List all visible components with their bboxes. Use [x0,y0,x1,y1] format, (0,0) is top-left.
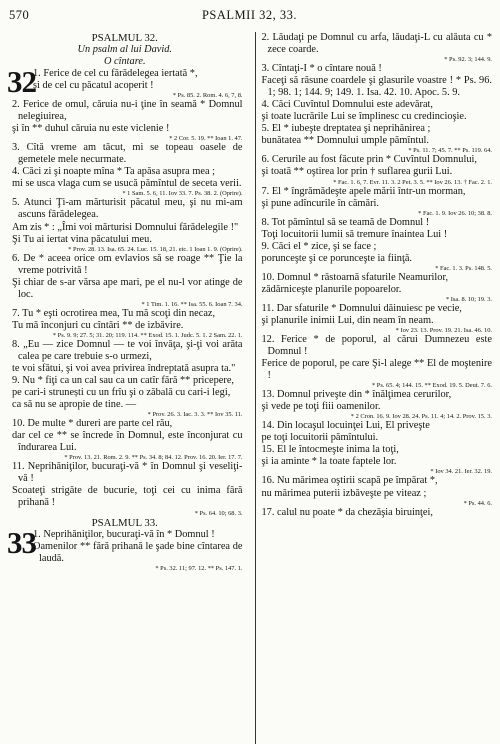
verse-line: Faceţi să răsune coardele şi glasurile voastre ! * Ps. 96. 1; 98. 1; 144. 9; 149. 1. Isa. 42. 10. Apoc. 5. 9. [261,75,492,99]
verse-line: şi ia aminte * la toate faptele lor. [261,456,397,468]
verse-line: şi pune adîncurile în cămări. [261,197,379,209]
verse-line: Oamenilor ** fără prihană le şade bine cîntarea de laudă. [33,540,243,564]
chapter-number: 33 [7,524,36,560]
right-verses [257,32,493,519]
column-divider [255,32,256,744]
cross-reference: * Ps. 64. 10; 68. 3. [194,509,243,517]
cross-reference: * Iov 23. 13. Prov. 19. 21. Isa. 46. 10. [395,326,492,334]
verse-line: 4. Căci Cuvîntul Domnului este adevărat, [261,99,433,111]
verse-block [7,64,243,517]
verse-line: mi se usca vlaga cum se usucă pămîntul de seceta verii. [12,178,242,190]
verse-line: 3. Cîtă vreme am tăcut, mi se topeau oasele de gemetele mele necurmate. [12,142,243,166]
verse-line: Ferice de poporul, pe care Şi-l alege ** El de moştenire ! [261,358,492,382]
psalm-heading: PSALMUL 32. [91,32,158,44]
cross-reference: * 2 Cor. 5. 19. ** Ioan 1. 47. [169,135,243,143]
cross-reference: * Ps. 11. 7; 45. 7. ** Ps. 119. 64. [408,147,492,155]
verse-line: 16. Nu mărimea oştirii scapă pe împărat *, [261,475,438,487]
verse-line: 2. Ferice de omul, căruia nu-i ţine în seamă * Domnul nelegiuirea, [12,99,243,123]
verse-line: 10. De multe * dureri are parte cel rău, [12,418,173,430]
verse-line: 4. Căci zi şi noapte mîna * Ta apăsa asupra mea ; [12,166,216,178]
verse-line: 9. Nu * fiţi ca un cal sau ca un catîr fără ** pricepere, [12,375,234,387]
verse-line: ca să nu se apropie de tine. — [12,399,137,411]
cross-reference: * Prov. 28. 13. Isa. 65. 24. Luc. 15. 18, 21. etc. 1 Ioan 1. 9. (Oprire). [68,245,243,253]
verse-line: 7. Tu * eşti ocrotirea mea, Tu mă scoţi din necaz, [12,307,216,319]
cross-reference: * Iov 34. 21. Ier. 32. 19. [430,468,492,476]
verse-line: 13. Domnul priveşte din * înălţimea cerurilor, [261,389,452,401]
cross-reference: * Ps. 44. 6. [463,499,492,507]
cross-reference: * Fac. 1. 3. Ps. 148. 5. [435,264,492,272]
verse-line: şi de cel cu păcatul acoperit ! [33,80,154,92]
verse-line: 7. El * îngrămădeşte apele mării într-un morman, [261,185,466,197]
verse-line: 1. Ferice de cel cu fărădelegea iertată *, [33,68,198,79]
verse-line: nu mărimea puterii izbăveşte pe viteaz ; [261,487,427,499]
verse-line: 6. Cerurile au fost făcute prin * Cuvîntul Domnului, [261,154,477,166]
verse-line: porunceşte şi ce porunceşte ia fiinţă. [261,252,412,264]
left-verses [7,64,243,517]
psalm33-verses [7,524,243,572]
page-header [7,6,492,24]
verse-line: pe toţi locuitorii pămîntului. [261,432,379,444]
cross-reference: * Fac. 1. 9. Iov 26. 10; 38. 8. [418,209,492,217]
verse-line: 11. Neprihăniţilor, bucuraţi-vă * în Domnul şi veseliţi-vă ! [12,461,243,485]
right-column [257,32,493,572]
verse-line: dar cel ce ** se încrede în Domnul, este înconjurat cu îndurarea Lui. [12,430,243,454]
cross-reference: * Ps. 85. 2. Rom. 4. 6, 7, 8. [172,92,243,100]
verse-line: te voi sfătui, şi voi avea privirea îndreptată asupra ta." [12,362,236,374]
two-column-text [7,32,492,572]
verse-block [7,524,243,572]
verse-line: Scoateţi strigăte de bucurie, toţi cei cu inima fără prihană ! [12,485,243,509]
left-column [7,32,243,572]
verse-line: 8. Tot pămîntul să se teamă de Domnul ! [261,216,430,228]
verse-line: 3. Cîntaţi-I * o cîntare nouă ! [261,63,382,75]
cross-reference: * Prov. 26. 3. Iac. 3. 3. ** Iov 35. 11. [147,411,243,419]
verse-line: 10. Domnul * răstoarnă sfaturile Neamurilor, [261,271,449,283]
verse-line: 11. Dar sfaturile * Domnului dăinuiesc pe vecie, [261,302,462,314]
verse-line: şi în ** duhul căruia nu este viclenie ! [12,123,170,135]
verse-line: şi planurile inimii Lui, din neam în neam. [261,314,434,326]
cross-reference: * Ps. 65. 4; 144. 15. ** Exod. 19. 5. Deut. 7. 6. [371,382,492,390]
verse-line: Am zis * : „Îmi voi mărturisi Domnului fărădelegile !" [12,221,239,233]
cross-reference: * Ps. 92. 3; 144. 9. [444,56,492,64]
psalm-subtitle: Un psalm al lui David. [77,44,173,55]
verse-line: 5. Atunci Ţi-am mărturisit păcatul meu, şi nu mi-am ascuns fărădelegea. [12,197,243,221]
verse-line: zădărniceşte planurile popoarelor. [261,283,402,295]
verse-line: pe cari-i strunești cu un frîu şi o zăbală cu cari-i legi, [12,387,231,399]
cross-reference: * Ps. 32. 11; 97. 12. ** Ps. 147. 1. [155,564,243,572]
verse-line: Tu mă înconjuri cu cîntări ** de izbăvire. [12,319,184,331]
cross-reference: * 2 Cron. 16. 9. Iov 28. 24. Ps. 11. 4; 14. 2. Prov. 15. 3. [350,413,492,421]
verse-line: 5. El * iubeşte dreptatea şi neprihănirea ; [261,123,431,135]
cross-reference: * Prov. 13. 21. Rom. 2. 9. ** Ps. 34. 8; 84. 12. Prov. 16. 20. Ier. 17. 7. [64,454,243,462]
verse-line: Şi chiar de s-ar vărsa ape mari, pe el nu-l vor atinge de loc. [12,276,243,300]
verse-line: Şi Tu ai iertat vina păcatului meu. [12,233,152,245]
verse-line: 2. Lăudaţi pe Domnul cu arfa, lăudaţi-L cu alăuta cu * zece coarde. [261,32,492,56]
verse-line: 6. De * aceea orice om evlavios să se roage ** Ţie la vreme potrivită ! [12,252,243,276]
psalm-subtitle: O cîntare. [103,56,146,67]
chapter-number: 32 [7,64,36,99]
verse-line: 8. „Eu — zice Domnul — te voi învăţa, şi-ţi voi arăta calea pe care trebuie s-o urmezi, [12,338,243,362]
verse-line: 9. Căci el * zice, şi se face ; [261,240,377,252]
verse-line: 12. Ferice * de poporul, al cărui Dumnezeu este Domnul ! [261,333,492,358]
cross-reference: * 1 Sam. 5. 6, 11. Iov 33. 7. Ps. 38. 2. (Oprire). [122,190,243,198]
verse-line: şi toată ** oştirea lor prin † suflarea gurii Lui. [261,166,453,178]
cross-reference: * Isa. 8. 10; 19. 3. [446,295,492,303]
page-number: 570 [9,8,30,22]
verse-line: 17. calul nu poate * da chezăşia biruinţei, [261,506,433,518]
verse-line: 14. Din locaşul locuinţei Lui, El priveşte [261,420,430,432]
cross-reference: * 1 Tim. 1. 16. ** Isa. 55. 6. Ioan 7. 34. [141,300,243,308]
verse-line: şi vede pe toţi fiii oamenilor. [261,401,381,413]
verse-line: bunătatea ** Domnului umple pămîntul. [261,135,429,147]
running-title: PSALMII 32, 33. [201,8,297,22]
cross-reference: * Fac. 1. 6, 7. Evr. 11. 3. 2 Pet. 3. 5. ** Iov 26. 13. † Fac. 2. 1. [333,178,492,186]
verse-line: 15. El le întocmeşte inima la toţi, [261,444,399,456]
verse-line: 1. Neprihăniţilor, bucuraţi-vă în * Domnul ! [33,528,215,540]
psalm-heading: PSALMUL 33. [91,516,158,529]
cross-reference: * Ps. 9. 9; 27. 5; 31. 20; 119. 114. ** Exod. 15. 1. Judc. 5. 1. 2 Sam. 22. 1. [52,331,243,339]
verse-line: Toţi locuitorii lumii să tremure înaintea Lui ! [261,228,448,240]
verse-line: şi toate lucrările Lui se împlinesc cu credincioşie. [261,111,467,123]
